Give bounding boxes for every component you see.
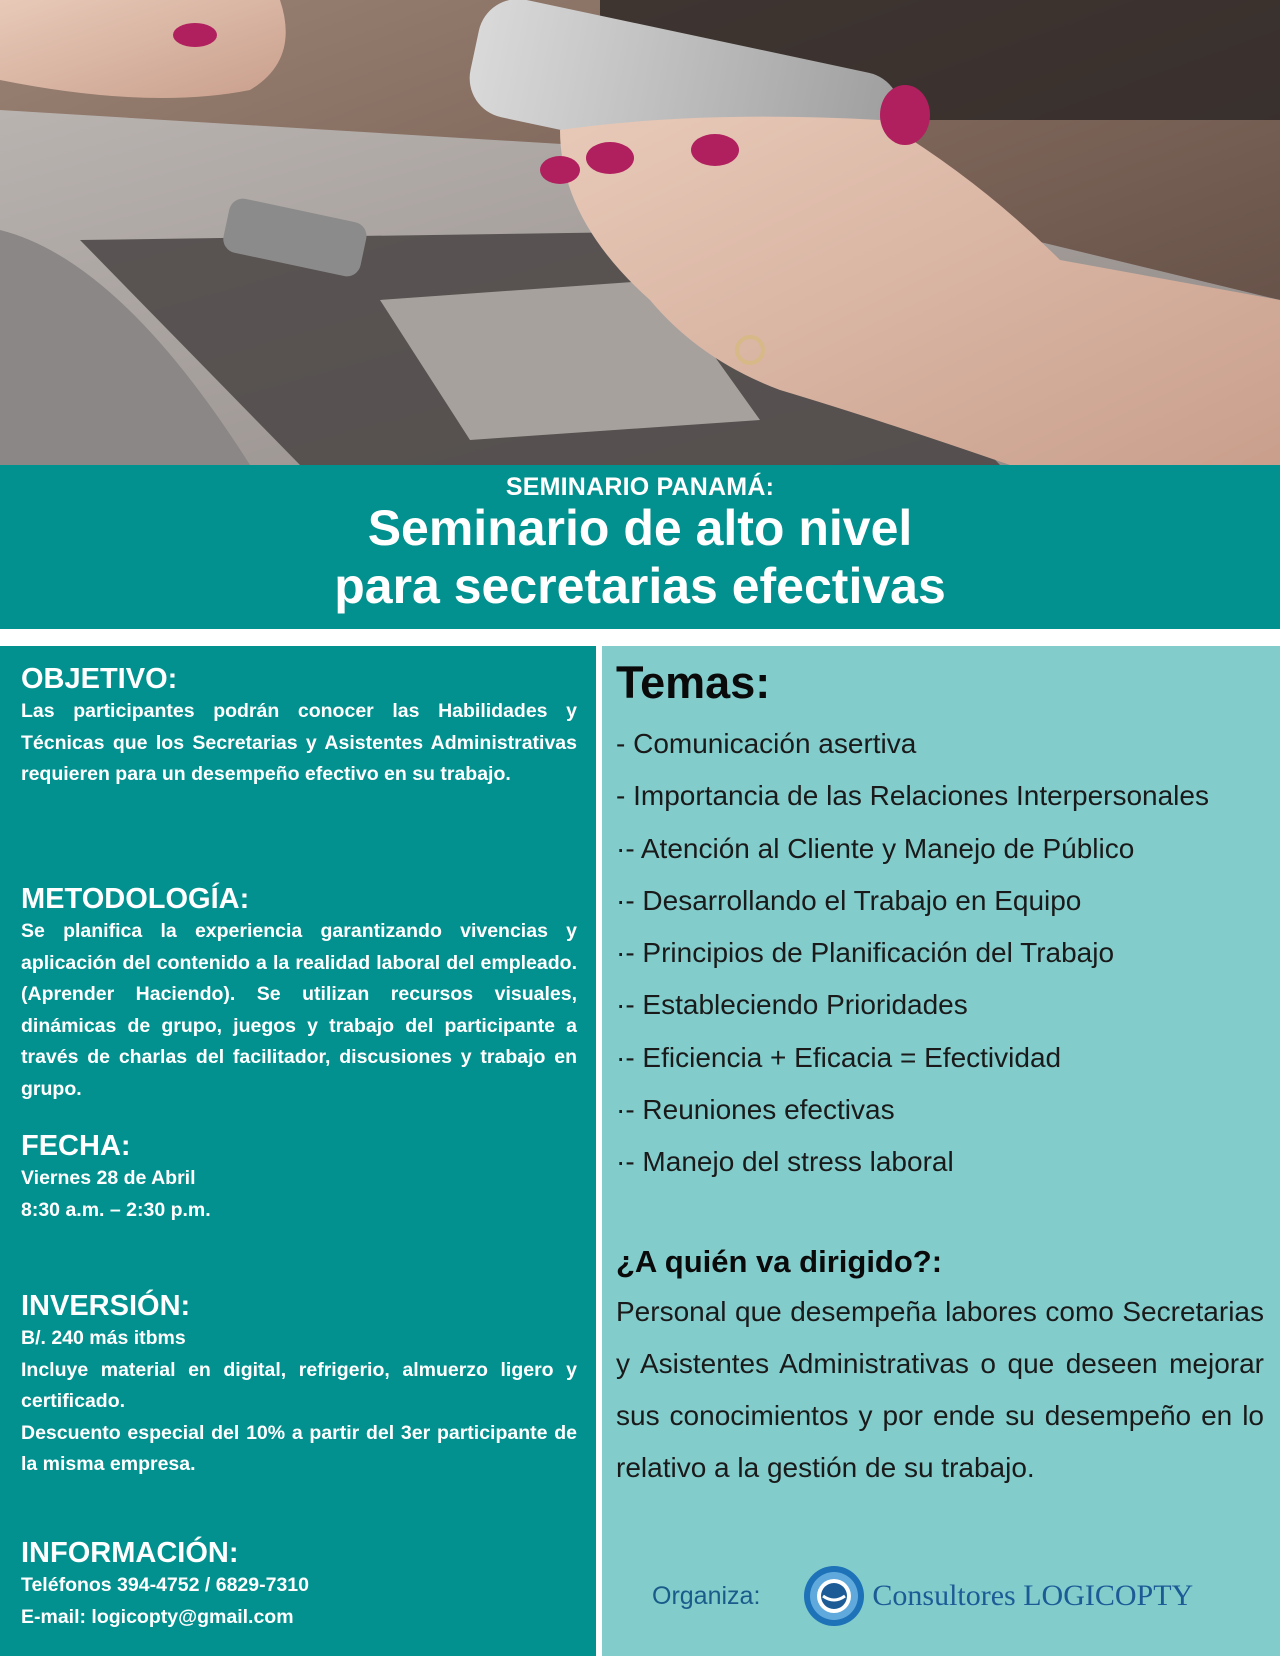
metodologia-text: Se planifica la experiencia garantizando vivencias y aplicación del contenido a la realidad laboral del empleado. (Aprender Haciendo). Se utilizan recursos visuales, dinámicas de grupo, juegos y trabajo del participante a través de charlas del facilitador, discusiones y trabajo en grupo.	[21, 920, 577, 1100]
nail-polish	[691, 134, 739, 166]
fecha-section	[21, 1129, 577, 1226]
divider	[0, 629, 1280, 646]
section-heading: FECHA:	[21, 1130, 131, 1162]
list-item: ·- Manejo del stress laboral	[616, 1146, 954, 1178]
dirigido-text: Personal que desempeña labores como Secretarias y Asistentes Administrativas o que deseen mejorar sus conocimientos y por ende su desempeño en lo relativo a la gestión de su trabajo.	[616, 1296, 1264, 1483]
nail-polish	[586, 142, 634, 174]
left-hand	[0, 0, 286, 98]
hero-photo	[0, 0, 1280, 465]
nail-polish	[540, 156, 580, 184]
list-item: ·- Desarrollando el Trabajo en Equipo	[616, 884, 1082, 916]
section-heading: METODOLOGÍA:	[21, 883, 250, 915]
organizer-name: Consultores LOGICOPTY	[872, 1579, 1194, 1612]
contact-phones: Teléfonos 394-4752 / 6829-7310	[21, 1574, 309, 1596]
list-item: ·- Atención al Cliente y Manejo de Público	[616, 832, 1135, 864]
title-banner	[0, 465, 1280, 629]
hero-illustration	[0, 0, 1280, 465]
event-title	[0, 499, 1280, 615]
event-title-line: para secretarias efectivas	[334, 558, 946, 614]
details-column	[0, 646, 596, 1656]
nail-polish	[173, 23, 217, 47]
logicopty-logo-icon	[802, 1564, 866, 1628]
temas-heading: Temas:	[616, 657, 771, 708]
fecha-day: Viernes 28 de Abril	[21, 1167, 196, 1189]
event-kicker: SEMINARIO PANAMÁ:	[505, 473, 775, 501]
temas-list	[616, 718, 1276, 1189]
inversion-price: B/. 240 más itbms	[21, 1327, 186, 1349]
section-heading: INFORMACIÓN:	[21, 1537, 239, 1569]
fecha-time: 8:30 a.m. – 2:30 p.m.	[21, 1198, 211, 1221]
nail-polish	[880, 85, 930, 145]
contact-email: E-mail: logicopty@gmail.com	[21, 1605, 294, 1628]
section-heading: OBJETIVO:	[21, 663, 178, 695]
inversion-includes: Incluye material en digital, refrigerio, almuerzo ligero y certificado.	[21, 1358, 577, 1412]
list-item: ·- Eficiencia + Eficacia = Efectividad	[616, 1041, 1062, 1073]
list-item: ·- Principios de Planificación del Trabajo	[616, 937, 1115, 969]
section-heading: INVERSIÓN:	[21, 1290, 191, 1322]
organiza-label: Organiza:	[652, 1581, 761, 1610]
dirigido-heading: ¿A quién va dirigido?:	[616, 1244, 943, 1279]
event-title-line: Seminario de alto nivel	[367, 500, 913, 556]
informacion-section	[21, 1536, 577, 1633]
metodologia-section	[21, 882, 577, 1105]
topics-column	[602, 646, 1280, 1656]
objetivo-text: Las participantes podrán conocer las Habilidades y Técnicas que los Secretarias y Asistentes Administrativas requieren para un desempeño efectivo en su trabajo.	[21, 700, 577, 785]
list-item: - Comunicación asertiva	[616, 728, 917, 759]
objetivo-section	[21, 662, 577, 791]
list-item: - Importancia de las Relaciones Interpersonales	[616, 780, 1209, 812]
list-item: ·- Reuniones efectivas	[616, 1094, 895, 1126]
inversion-discount: Descuento especial del 10% a partir del 3er participante de la misma empresa.	[21, 1421, 577, 1475]
list-item: ·- Estableciendo Prioridades	[616, 989, 968, 1021]
inversion-section	[21, 1289, 577, 1481]
organizer	[652, 1566, 1193, 1626]
